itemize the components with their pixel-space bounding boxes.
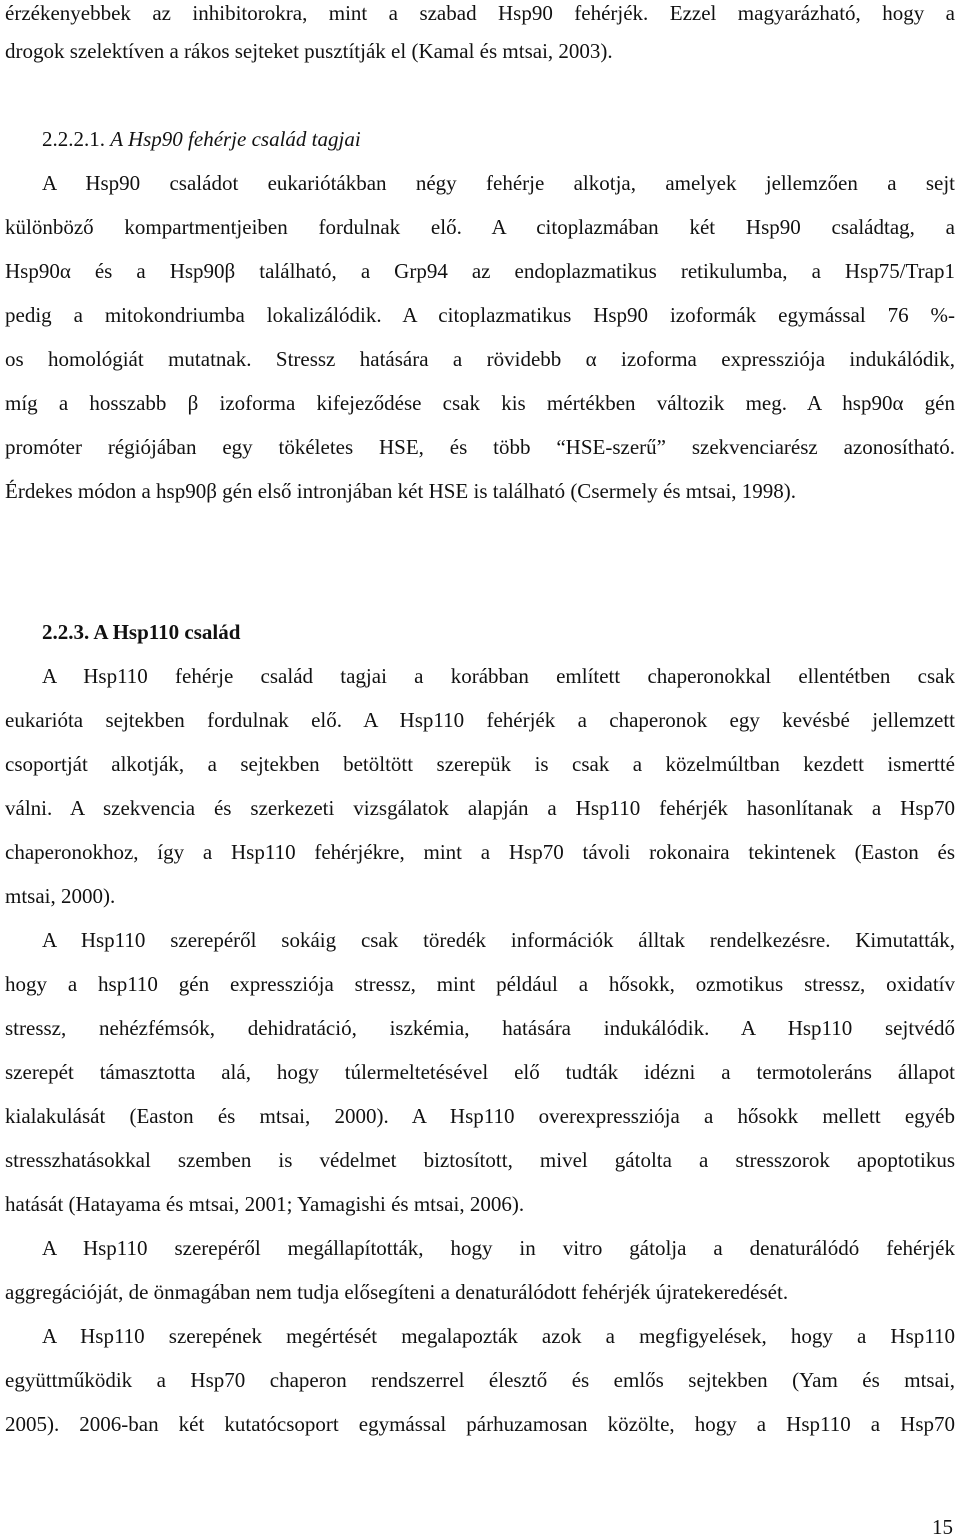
section-title: A Hsp90 fehérje család tagjai	[110, 127, 361, 151]
text-line: 2005). 2006-ban két kutatócsoport egymással párhuzamosan közölte, hogy a Hsp110 a Hsp70	[5, 1412, 955, 1436]
page-number: 15	[932, 1515, 953, 1539]
text-line: érzékenyebbek az inhibitorokra, mint a szabad Hsp90 fehérjék. Ezzel magyarázható, hogy a	[5, 1, 955, 25]
text-line: eukarióta sejtekben fordulnak elő. A Hsp110 fehérjék a chaperonok egy kevésbé jellemzett	[5, 708, 955, 732]
text-line: promóter régiójában egy tökéletes HSE, és több “HSE-szerű” szekvenciarész azonosítható.	[5, 435, 955, 459]
text-line: A Hsp110 fehérje család tagjai a korábban említett chaperonokkal ellentétben csak	[42, 664, 955, 688]
text-line: A Hsp110 szerepéről megállapították, hogy in vitro gátolja a denaturálódó fehérjék	[42, 1236, 955, 1260]
text-line: különböző kompartmentjeiben fordulnak elő. A citoplazmában két Hsp90 családtag, a	[5, 215, 955, 239]
text-line: szerepét támasztotta alá, hogy túlermeltetésével elő tudták idézni a termotoleráns állapot	[5, 1060, 955, 1084]
section-title: A Hsp110 család	[93, 620, 241, 644]
section-number: 2.2.2.1.	[42, 127, 105, 151]
section-heading	[42, 126, 361, 152]
text-line: A Hsp90 családot eukariótákban négy fehérje alkotja, amelyek jellemzően a sejt	[42, 171, 955, 195]
section-heading	[42, 619, 240, 645]
text-line: pedig a mitokondriumba lokalizálódik. A citoplazmatikus Hsp90 izoformák egymással 76 %-	[5, 303, 955, 327]
text-line: drogok szelektíven a rákos sejteket pusztítják el (Kamal és mtsai, 2003).	[5, 39, 613, 63]
text-line: os homológiát mutatnak. Stressz hatására a rövidebb α izoforma expressziója indukálódik,	[5, 347, 955, 371]
text-line: A Hsp110 szerepének megértését megalapozták azok a megfigyelések, hogy a Hsp110	[42, 1324, 955, 1348]
text-line: hatását (Hatayama és mtsai, 2001; Yamagishi és mtsai, 2006).	[5, 1192, 525, 1216]
text-line: csoportját alkotják, a sejtekben betöltött szerepük is csak a közelmúltban kezdett ismertté	[5, 752, 955, 776]
text-line: stressz, nehézfémsók, dehidratáció, iszkémia, hatására indukálódik. A Hsp110 sejtvédő	[5, 1016, 955, 1040]
text-line: hogy a hsp110 gén expressziója stressz, mint például a hősokk, ozmotikus stressz, oxidatív	[5, 972, 955, 996]
text-line: mtsai, 2000).	[5, 884, 116, 908]
text-line: chaperonokhoz, így a Hsp110 fehérjékre, mint a Hsp70 távoli rokonaira tekintenek (Easton és	[5, 840, 955, 864]
text-line: stresszhatásokkal szemben is védelmet biztosított, mivel gátolta a stresszorok apoptotikus	[5, 1148, 955, 1172]
text-line: míg a hosszabb β izoforma kifejeződése csak kis mértékben változik meg. A hsp90α gén	[5, 391, 955, 415]
text-line: válni. A szekvencia és szerkezeti vizsgálatok alapján a Hsp110 fehérjék hasonlítanak a Hsp70	[5, 796, 955, 820]
text-line: Hsp90α és a Hsp90β található, a Grp94 az endoplazmatikus retikulumba, a Hsp75/Trap1	[5, 259, 955, 283]
text-line: együttműködik a Hsp70 chaperon rendszerrel élesztő és emlős sejtekben (Yam és mtsai,	[5, 1368, 955, 1392]
text-line: kialakulását (Easton és mtsai, 2000). A Hsp110 overexpressziója a hősokk mellett egyéb	[5, 1104, 955, 1128]
text-line: aggregációját, de önmagában nem tudja elősegíteni a denaturálódott fehérjék újratekeredését.	[5, 1280, 789, 1304]
text-line: A Hsp110 szerepéről sokáig csak töredék információk álltak rendelkezésre. Kimutatták,	[42, 928, 955, 952]
text-line: Érdekes módon a hsp90β gén első intronjában két HSE is található (Csermely és mtsai, 1998).	[5, 479, 797, 503]
section-number: 2.2.3.	[42, 620, 90, 644]
